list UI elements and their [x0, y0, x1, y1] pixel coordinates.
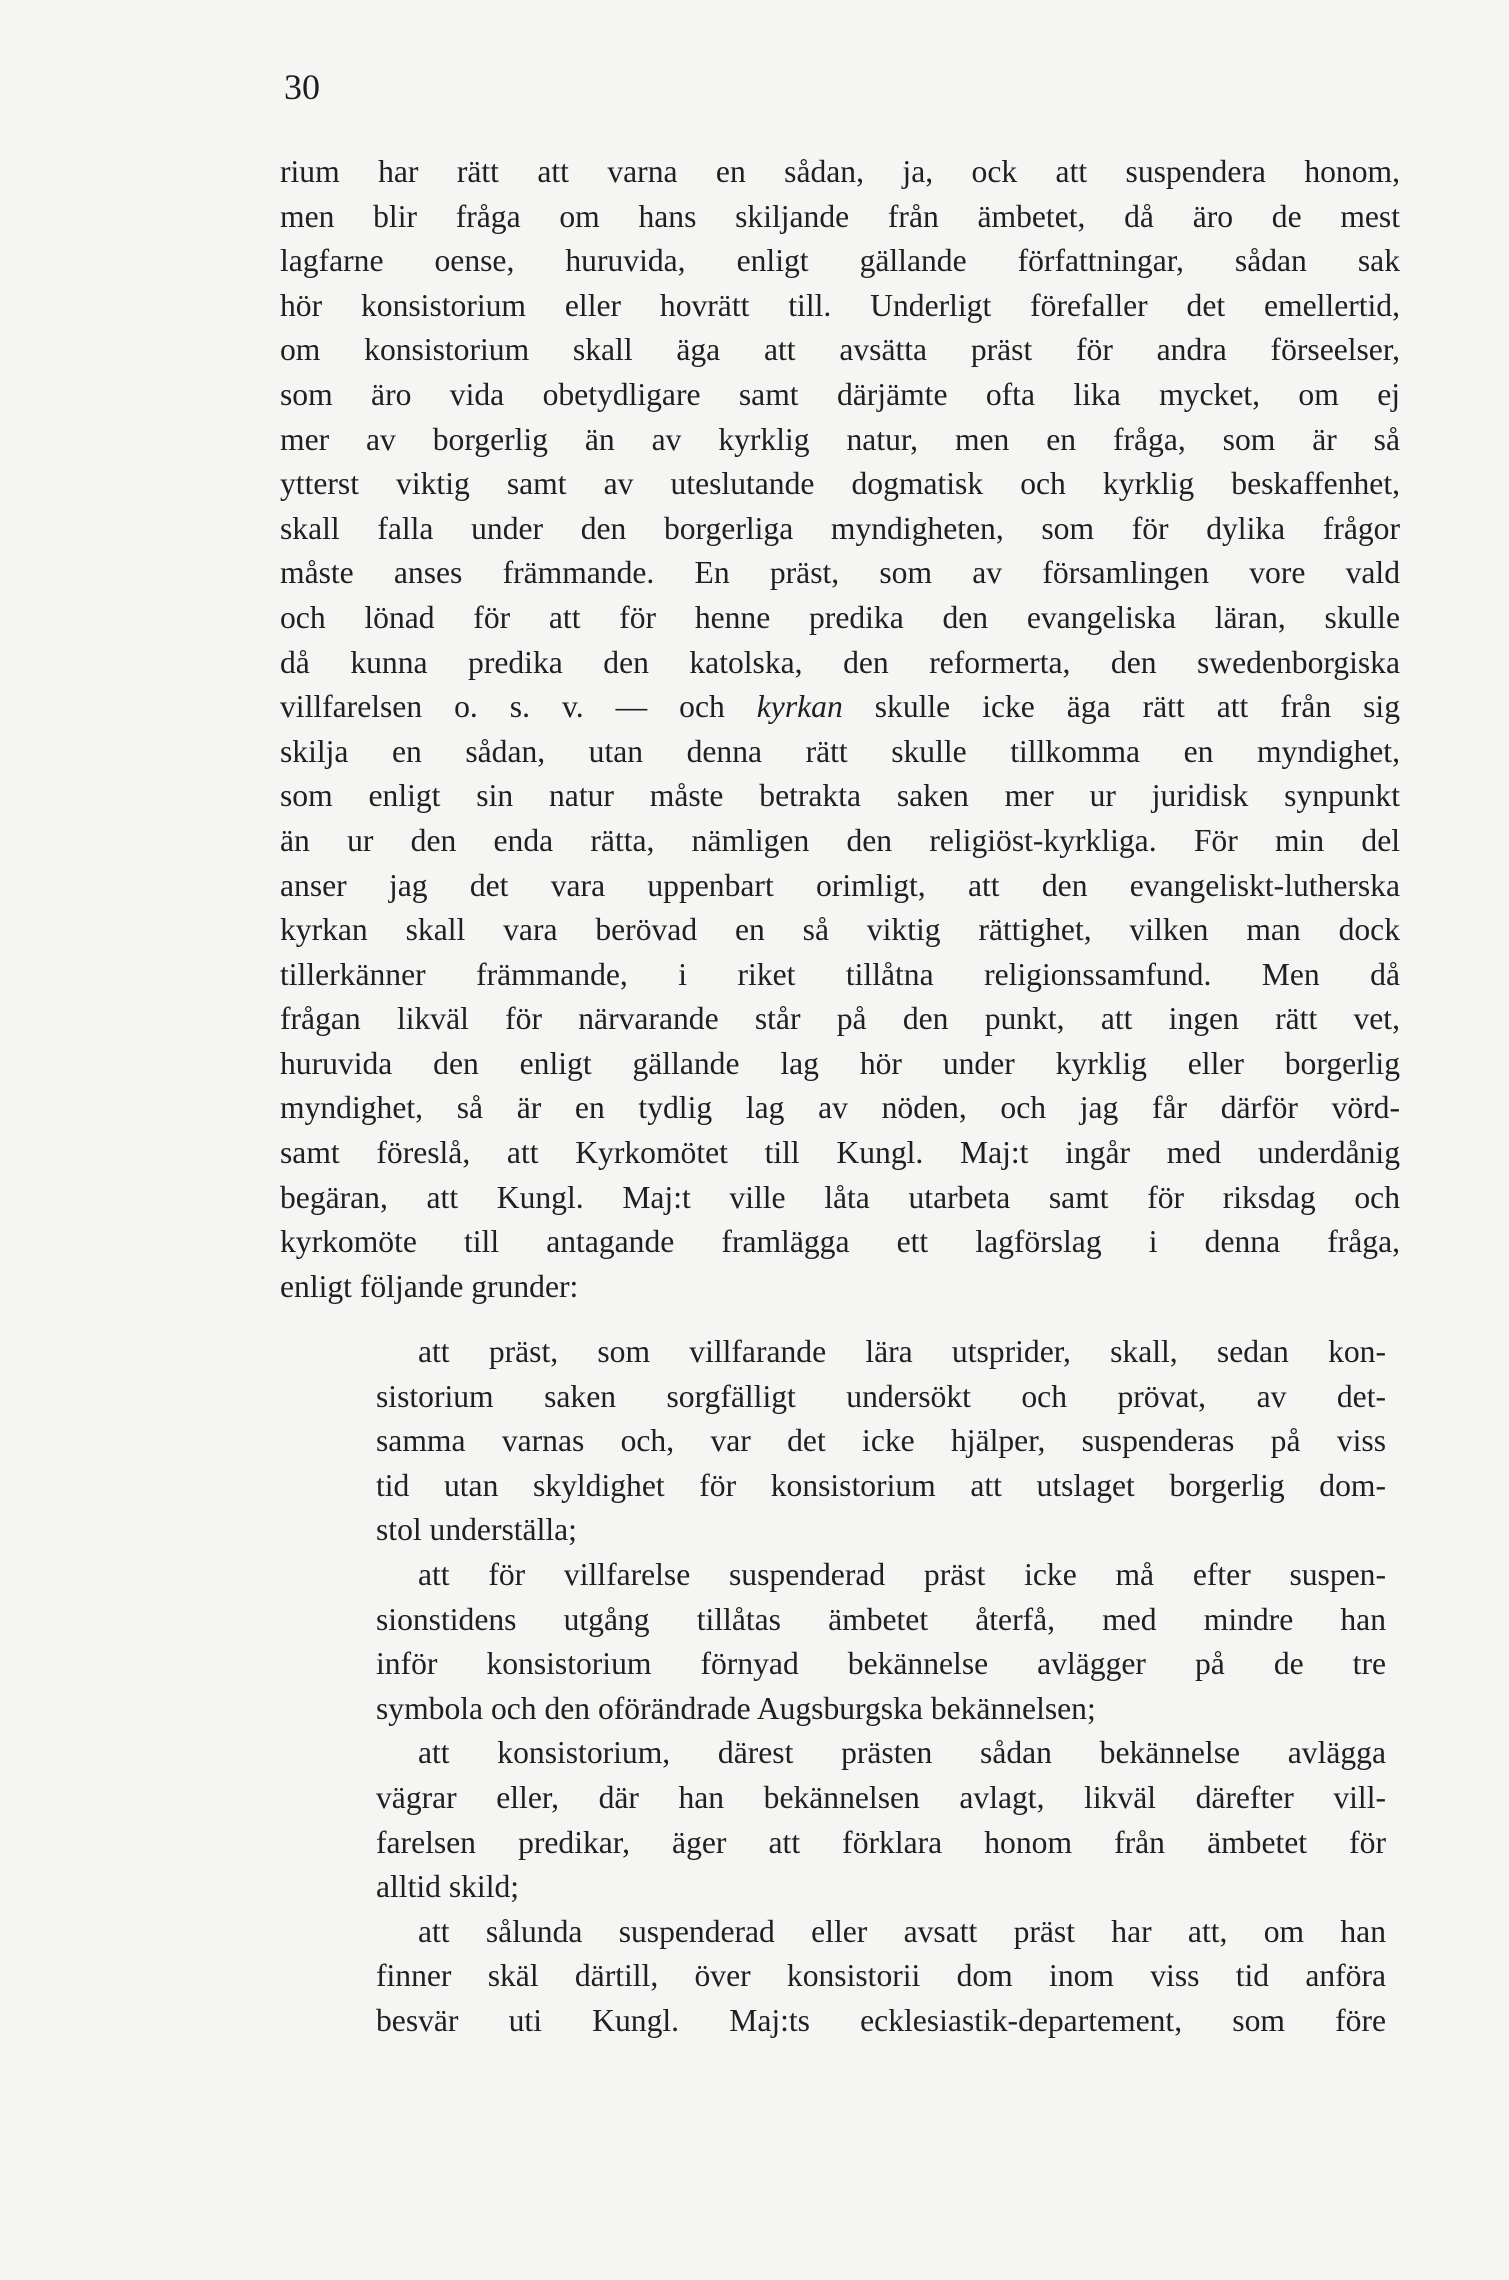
- text-line: enligt följande grunder:: [280, 1268, 579, 1304]
- text-line: som äro vida obetydligare samt därjämte ofta lika mycket, om ej: [280, 376, 1400, 412]
- text-line: att präst, som villfarande lära utsprider, skall, sedan kon-: [418, 1334, 1386, 1369]
- text-line: sionstidens utgång tillåtas ämbetet återfå, med mindre han: [376, 1601, 1386, 1637]
- text-line: skilja en sådan, utan denna rätt skulle tillkomma en myndighet,: [280, 733, 1400, 769]
- text-line: mer av borgerlig än av kyrklig natur, men en fråga, som är så: [280, 421, 1400, 457]
- text-line: om konsistorium skall äga att avsätta präst för andra förseelser,: [280, 332, 1400, 368]
- text-line: huruvida den enligt gällande lag hör under kyrklig eller borgerlig: [280, 1045, 1400, 1081]
- text-line: anser jag det vara uppenbart orimligt, att den evangeliskt-lutherska: [280, 867, 1400, 903]
- text-line: då kunna predika den katolska, den reformerta, den swedenborgiska: [280, 644, 1400, 680]
- text-line: ytterst viktig samt av uteslutande dogmatisk och kyrklig beskaffenhet,: [280, 466, 1400, 502]
- text-line: besvär uti Kungl. Maj:ts ecklesiastik-departement, som före: [376, 2002, 1386, 2038]
- text-line: än ur den enda rätta, nämligen den religiöst-kyrkliga. För min del: [280, 822, 1400, 858]
- text-line: och lönad för att för henne predika den evangeliska läran, skulle: [280, 599, 1400, 635]
- page-number: 30: [284, 67, 320, 107]
- clause-list: [376, 1330, 1386, 2044]
- text-line: skall falla under den borgerliga myndigheten, som för dylika frågor: [280, 510, 1400, 546]
- text-line: måste anses främmande. En präst, som av församlingen vore vald: [280, 555, 1400, 591]
- text-line-with-italic: villfarelsen o. s. v. — och kyrkan skulle icke äga rätt att från sig: [280, 689, 1400, 725]
- text-line: att för villfarelse suspenderad präst icke må efter suspen-: [418, 1556, 1386, 1592]
- text-line: symbola och den oförändrade Augsburgska bekännelsen;: [376, 1690, 1096, 1726]
- text-line: lagfarne oense, huruvida, enligt gällande författningar, sådan sak: [280, 243, 1400, 279]
- text-line: tid utan skyldighet för konsistorium att utslaget borgerlig dom-: [376, 1467, 1386, 1503]
- text-line: rium har rätt att varna en sådan, ja, ock att suspendera honom,: [280, 154, 1400, 189]
- text-line: som enligt sin natur måste betrakta saken mer ur juridisk synpunkt: [280, 778, 1400, 814]
- text-line: att konsistorium, därest prästen sådan bekännelse avlägga: [418, 1735, 1386, 1771]
- italic-word: kyrkan: [756, 689, 843, 725]
- text-line: farelsen predikar, äger att förklara honom från ämbetet för: [376, 1824, 1386, 1860]
- text-line: inför konsistorium förnyad bekännelse avlägger på de tre: [376, 1646, 1386, 1682]
- text-line: kyrkomöte till antagande framlägga ett lagförslag i denna fråga,: [280, 1224, 1400, 1260]
- text-line: begäran, att Kungl. Maj:t ville låta utarbeta samt för riksdag och: [280, 1179, 1400, 1215]
- text-line: kyrkan skall vara berövad en så viktig rättighet, vilken man dock: [280, 912, 1400, 948]
- text-line: finner skäl därtill, över konsistorii dom inom viss tid anföra: [376, 1958, 1386, 1994]
- clause-item: [376, 1330, 1386, 1553]
- text-line: stol underställa;: [376, 1512, 577, 1548]
- text-line: samt föreslå, att Kyrkomötet till Kungl. Maj:t ingår med underdånig: [280, 1135, 1400, 1171]
- text-line: alltid skild;: [376, 1869, 520, 1905]
- clause-item: [376, 1731, 1386, 1909]
- text-line: tillerkänner främmande, i riket tillåtna religionssamfund. Men då: [280, 956, 1400, 992]
- text-line: myndighet, så är en tydlig lag av nöden, och jag får därför vörd-: [280, 1090, 1400, 1126]
- clause-item: [376, 1910, 1386, 2044]
- body-paragraph: [280, 150, 1400, 1309]
- text-line: vägrar eller, där han bekännelsen avlagt, likväl därefter vill-: [376, 1779, 1386, 1815]
- text-line: frågan likväl för närvarande står på den punkt, att ingen rätt vet,: [280, 1001, 1400, 1037]
- text-line: att sålunda suspenderad eller avsatt präst har att, om han: [418, 1913, 1386, 1949]
- text-line: men blir fråga om hans skiljande från ämbetet, då äro de mest: [280, 198, 1400, 234]
- text-line: hör konsistorium eller hovrätt till. Underligt förefaller det emellertid,: [280, 287, 1400, 323]
- clause-item: [376, 1553, 1386, 1731]
- text-line: samma varnas och, var det icke hjälper, suspenderas på viss: [376, 1423, 1386, 1459]
- text-line: sistorium saken sorgfälligt undersökt och prövat, av det-: [376, 1378, 1386, 1414]
